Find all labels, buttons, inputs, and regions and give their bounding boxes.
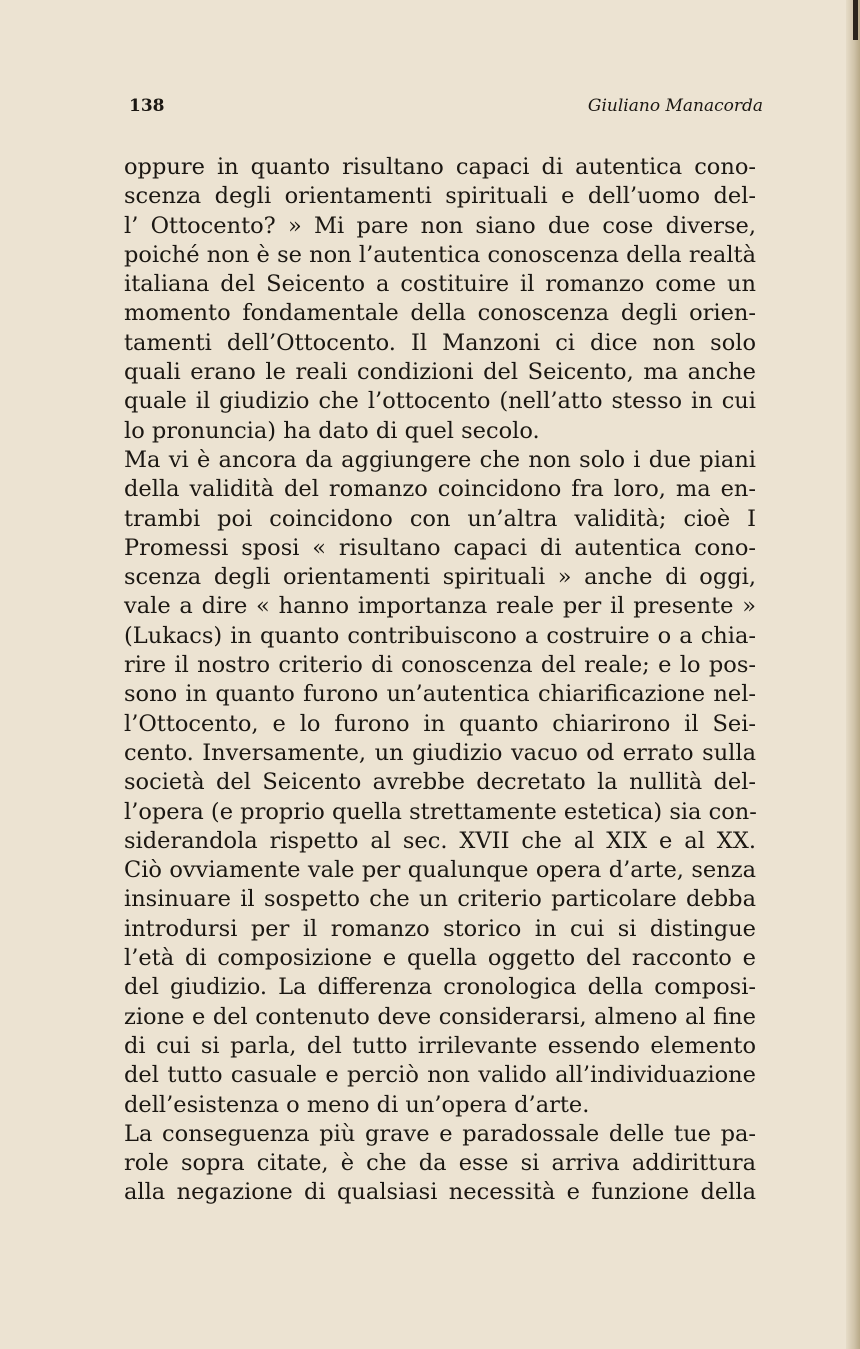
text-line: poiché non è se non l’autentica conoscenza della realtà xyxy=(124,241,756,268)
text-line: (Lukacs) in quanto contribuiscono a costruire o a chia- xyxy=(124,622,756,649)
text-line: sono in quanto furono un’autentica chiarificazione nel- xyxy=(124,681,756,708)
text-line: di cui si parla, del tutto irrilevante essendo elemento xyxy=(124,1032,756,1059)
text-line: role sopra citate, è che da esse si arriva addirittura xyxy=(124,1150,756,1177)
text-line: insinuare il sospetto che un criterio particolare debba xyxy=(124,886,756,913)
text-line: l’età di composizione e quella oggetto del racconto e xyxy=(124,945,756,972)
text-line: l’opera (e proprio quella strettamente estetica) sia con- xyxy=(124,798,757,825)
text-line: Ma vi è ancora da aggiungere che non solo i due piani xyxy=(124,446,756,473)
text-line: quali erano le reali condizioni del Seicento, ma anche xyxy=(124,359,756,386)
text-line: La conseguenza più grave e paradossale delle tue pa- xyxy=(124,1120,756,1147)
text-line: zione e del contenuto deve considerarsi, almeno al fine xyxy=(124,1003,756,1030)
text-line: lo pronuncia) ha dato di quel secolo. xyxy=(124,417,540,444)
text-line: società del Seicento avrebbe decretato la nullità del- xyxy=(124,769,756,796)
page-edge xyxy=(846,0,860,1349)
text-line: oppure in quanto risultano capaci di autentica cono- xyxy=(124,154,756,180)
text-line: Ciò ovviamente vale per qualunque opera d’arte, senza xyxy=(124,857,756,884)
text-line: del tutto casuale e perciò non valido all’individuazione xyxy=(124,1062,756,1089)
text-line: trambi poi coincidono con un’altra validità; cioè I xyxy=(124,505,756,532)
text-line: dell’esistenza o meno di un’opera d’arte. xyxy=(124,1091,590,1118)
text-line: tamenti dell’Ottocento. Il Manzoni ci dice non solo xyxy=(124,329,756,356)
text-line: Promessi sposi « risultano capaci di autentica cono- xyxy=(124,534,756,561)
text-line: italiana del Seicento a costituire il romanzo come un xyxy=(124,271,756,298)
text-line: scenza degli orientamenti spirituali » anche di oggi, xyxy=(124,564,756,591)
running-head-author: Giuliano Manacorda xyxy=(587,96,763,116)
page-edge-mark xyxy=(853,0,858,40)
text-line: siderandola rispetto al sec. XVII che al XIX e al XX. xyxy=(124,827,756,854)
text-line: vale a dire « hanno importanza reale per il presente » xyxy=(124,593,756,620)
running-head xyxy=(129,94,763,118)
text-line: della validità del romanzo coincidono fra loro, ma en- xyxy=(124,476,756,503)
text-line: cento. Inversamente, un giudizio vacuo od errato sulla xyxy=(124,739,756,766)
text-line: l’ Ottocento? » Mi pare non siano due cose diverse, xyxy=(124,212,756,239)
text-line: momento fondamentale della conoscenza degli orien- xyxy=(124,300,756,327)
text-line: l’Ottocento, e lo furono in quanto chiarirono il Sei- xyxy=(124,710,756,737)
text-line: scenza degli orientamenti spirituali e dell’uomo del- xyxy=(124,183,756,210)
text-line: introdursi per il romanzo storico in cui si distingue xyxy=(124,915,756,942)
text-line: del giudizio. La differenza cronologica della composi- xyxy=(124,974,756,1001)
text-line: alla negazione di qualsiasi necessità e funzione della xyxy=(124,1179,756,1206)
page-number: 138 xyxy=(129,96,165,116)
text-line: quale il giudizio che l’ottocento (nell’atto stesso in cui xyxy=(124,388,756,415)
body-text xyxy=(124,153,756,1208)
text-line: rire il nostro criterio di conoscenza del reale; e lo pos- xyxy=(124,652,756,679)
